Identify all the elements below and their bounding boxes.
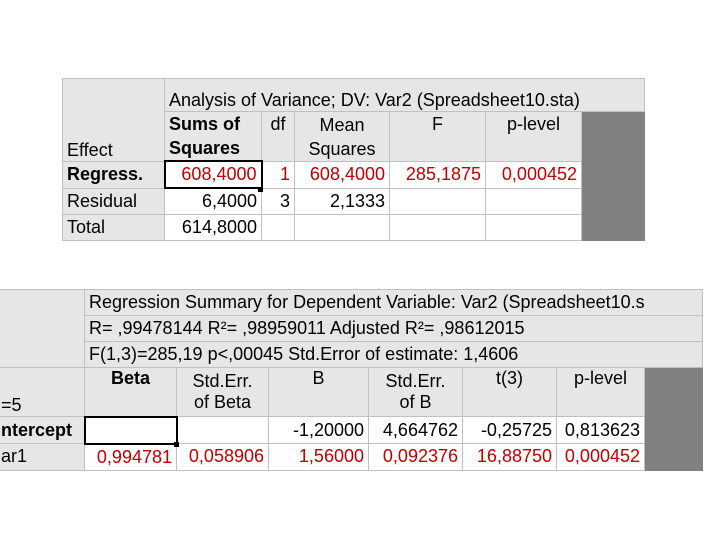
gray-fill <box>582 112 645 162</box>
col-header-t[interactable]: t(3) <box>463 368 557 417</box>
selection-handle[interactable] <box>258 187 263 192</box>
gray-fill <box>645 368 703 417</box>
col-header-df[interactable]: df <box>262 112 295 162</box>
gray-fill <box>645 417 703 444</box>
row-label[interactable]: Total <box>63 215 165 241</box>
cell-b[interactable]: 1,56000 <box>269 444 369 471</box>
cell-ms[interactable]: 2,1333 <box>295 188 390 215</box>
col-header-f[interactable]: F <box>390 112 486 162</box>
col-header-se-b[interactable]: Std.Err. of B <box>369 368 463 417</box>
row-label[interactable]: Residual <box>63 188 165 215</box>
n-label: =5 <box>0 368 85 417</box>
cell-df[interactable]: 3 <box>262 188 295 215</box>
cell-f[interactable]: 285,1875 <box>390 161 486 188</box>
cell-df[interactable] <box>262 215 295 241</box>
cell-ss[interactable]: 614,8000 <box>165 215 262 241</box>
anova-table <box>62 78 645 241</box>
cell-p[interactable] <box>486 215 582 241</box>
col-header-ms[interactable]: Mean Squares <box>295 112 390 162</box>
cell-se-beta[interactable]: 0,058906 <box>177 444 269 471</box>
col-header-se-beta[interactable]: Std.Err. of Beta <box>177 368 269 417</box>
regression-title-line-3: F(1,3)=285,19 p<,00045 Std.Error of estimate: 1,4606 <box>85 342 703 368</box>
cell-p[interactable]: 0,813623 <box>557 417 645 444</box>
regression-table <box>0 289 703 471</box>
cell-p[interactable]: 0,000452 <box>557 444 645 471</box>
gray-fill <box>582 161 645 188</box>
cell-ss[interactable]: 6,4000 <box>165 188 262 215</box>
cell-beta[interactable]: 0,994781 <box>85 444 177 471</box>
gray-fill <box>582 188 645 215</box>
cell-b[interactable]: -1,20000 <box>269 417 369 444</box>
gray-fill <box>582 215 645 241</box>
table-row <box>0 444 703 471</box>
col-header-p[interactable]: p-level <box>557 368 645 417</box>
cell-p[interactable]: 0,000452 <box>486 161 582 188</box>
corner-cell <box>0 290 85 368</box>
selection-handle[interactable] <box>174 442 179 447</box>
effect-header: Effect <box>63 79 165 162</box>
cell-se-beta[interactable] <box>177 417 269 444</box>
row-label[interactable]: ntercept <box>0 417 85 444</box>
anova-title: Analysis of Variance; DV: Var2 (Spreadsheet10.sta) <box>165 79 645 112</box>
row-label[interactable]: ar1 <box>0 444 85 471</box>
cell-se-b[interactable]: 4,664762 <box>369 417 463 444</box>
col-header-p[interactable]: p-level <box>486 112 582 162</box>
row-label[interactable]: Regress. <box>63 161 165 188</box>
cell-ss[interactable]: 608,4000 <box>165 161 262 188</box>
table-row <box>63 161 645 188</box>
col-header-beta[interactable]: Beta <box>85 368 177 417</box>
cell-f[interactable] <box>390 215 486 241</box>
col-header-b[interactable]: B <box>269 368 369 417</box>
cell-f[interactable] <box>390 188 486 215</box>
col-header-ss[interactable]: Sums of Squares <box>165 112 262 162</box>
table-row <box>0 417 703 444</box>
table-row <box>63 188 645 215</box>
cell-beta[interactable] <box>85 417 177 444</box>
cell-t[interactable]: -0,25725 <box>463 417 557 444</box>
regression-title-line-2: R= ,99478144 R²= ,98959011 Adjusted R²= ,98612015 <box>85 316 703 342</box>
cell-ms[interactable] <box>295 215 390 241</box>
cell-df[interactable]: 1 <box>262 161 295 188</box>
cell-p[interactable] <box>486 188 582 215</box>
cell-t[interactable]: 16,88750 <box>463 444 557 471</box>
regression-title-line-1: Regression Summary for Dependent Variable: Var2 (Spreadsheet10.s <box>85 290 703 316</box>
cell-ms[interactable]: 608,4000 <box>295 161 390 188</box>
gray-fill <box>645 444 703 471</box>
cell-se-b[interactable]: 0,092376 <box>369 444 463 471</box>
table-row <box>63 215 645 241</box>
